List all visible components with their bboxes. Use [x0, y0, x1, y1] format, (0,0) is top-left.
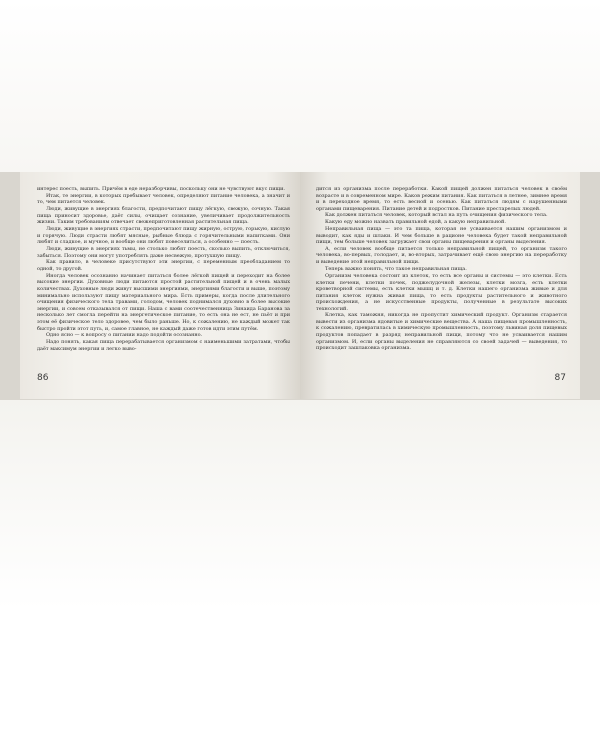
paragraph: Клетка, как таможня, никогда не пропустит химический продукт. Организм старается вывести из организма ядовитые и химические вещества. А наша пищевая промышленность, к сожалению, превратилась в химическую промышленность, поэтому львиная доля пищевых продуктов попадает в разряд неправильной пищи, потому что не усваивается нашим организмом. И, если органы выделения не справляются со своей задачей — выведения, то происходит зашлаковка организма.	[316, 312, 567, 352]
paragraph: Итак, те энергии, в которых пребывает человек, определяют питание человека, а значит и то, чем питается человек.	[37, 192, 290, 206]
right-page-text	[316, 186, 567, 352]
paragraph: интерес поесть, выпить. Причём в еде неразборчивы, поскольку они не чувствуют вкус пищи.	[37, 186, 285, 192]
page-number: 86	[37, 373, 49, 383]
paragraph: Какую еду можно назвать правильной едой, а какую неправильной.	[325, 218, 506, 225]
page-number: 87	[554, 373, 566, 383]
paragraph: Иногда человек осознанно начинает питаться более лёгкой пищей и переходит на более высокие энергии. Духовные люди питаются простой растительной пищей и в очень малых количествах. Духовные люди живут высшими энергиями, энергиями благости и выше, поэтому минимально используют пищу материального мира. Есть примеры, когда после длительного очищения физического тела травами, голодом, человек поднимался духовно в более высокие энергии, и совсем отказывался от пищи. Наша с вами соотечественница Зинаида Баранова за несколько лет смогла перейти на энергетическое питание, то есть она не ест, не пьёт и при этом её физическое тело здоровее, чем было раньше. Но, к сожалению, не каждый может так быстро пройти этот путь, и, самое главное, не каждый даже готов идти этим путём.	[37, 272, 290, 332]
right-page	[300, 172, 580, 399]
left-page	[20, 172, 300, 399]
paragraph: Неправильная пища — это та пища, которая не усваивается нашим организмом и выводит, как яды и шлаки. И чем больше в рационе человека будет такой неправильной пищи, тем больше человек загружает свои органы пищеварения и органы выделения.	[316, 226, 567, 246]
paragraph: Люди, живущие в энергиях благости, предпочитают пищу лёгкую, свежую, сочную. Такая пища приносит здоровье, даёт силы, очищает сознание, увеличивает продолжительность жизни. Таким требованиям отвечает свежеприготовленная растительная пища.	[37, 205, 290, 226]
book-spread	[20, 172, 580, 399]
paragraph: Как должен питаться человек, который встал на путь очищения физического тела.	[325, 212, 548, 219]
paragraph: Теперь важно понять, что такое неправильная пища.	[325, 265, 467, 272]
paragraph: дится из организма после переработки. Какой пищей должен питаться человек в своём возрасте и в современном мире. Каков режим питания. Как питаться в летнее, зимнее время и в переходное время, то есть весной и осенью. Как питаться людям с нарушенными органами пищеварения. Питание детей и подростков. Питание престарелых людей.	[316, 186, 567, 212]
bottom-background	[0, 400, 600, 750]
paragraph: Как правило, в человеке присутствуют эти энергии, с переменным преобладанием то одной, то другой.	[37, 259, 290, 272]
paragraph: Организм человека состоит из клеток, то есть все органы и системы — это клетки. Есть клетки печени, клетки почек, поджелудочной железы, клетки мозга, есть клетки кроветворной системы, есть клетки мышц и т. д. Клетки нашего организма живые и для питания клеток нужна живая пища, то есть продукты растительного и животного происхождения, а не искусственные продукты, полученные в результате высоких технологий.	[316, 273, 567, 312]
paragraph: Одно ясно — к вопросу о питании надо подойти осознанно.	[46, 332, 203, 339]
left-page-text	[37, 186, 290, 352]
paragraph: Люди, живущие в энергиях страсти, предпочитают пищу жирную, острую, горькую, кислую и горячую. Люди страсти любят мясные, рыбные блюда с горячительными напитками. Они любят и сладкое, и мучное, и вообще они любят повеселиться, а особенно — поесть.	[37, 225, 290, 246]
paragraph: А, если человек вообще питается только неправильной пищей, то организм такого человека, во-первых, голодает, и, во-вторых, затрачивает ещё свою энергию на переработку и выведение этой неправильной пищи.	[316, 245, 567, 266]
paragraph: Надо понять, какая пища перерабатывается организмом с наименьшими затратами, чтобы даёт максимум энергии и легко выво-	[37, 339, 290, 352]
paragraph: Люди, живущие в энергиях тьмы, не столько любят поесть, сколько выпить, отключиться, забыться. Поэтому они могут употреблять даже несвежую, протухшую пищу.	[37, 245, 290, 259]
top-background	[0, 0, 600, 172]
